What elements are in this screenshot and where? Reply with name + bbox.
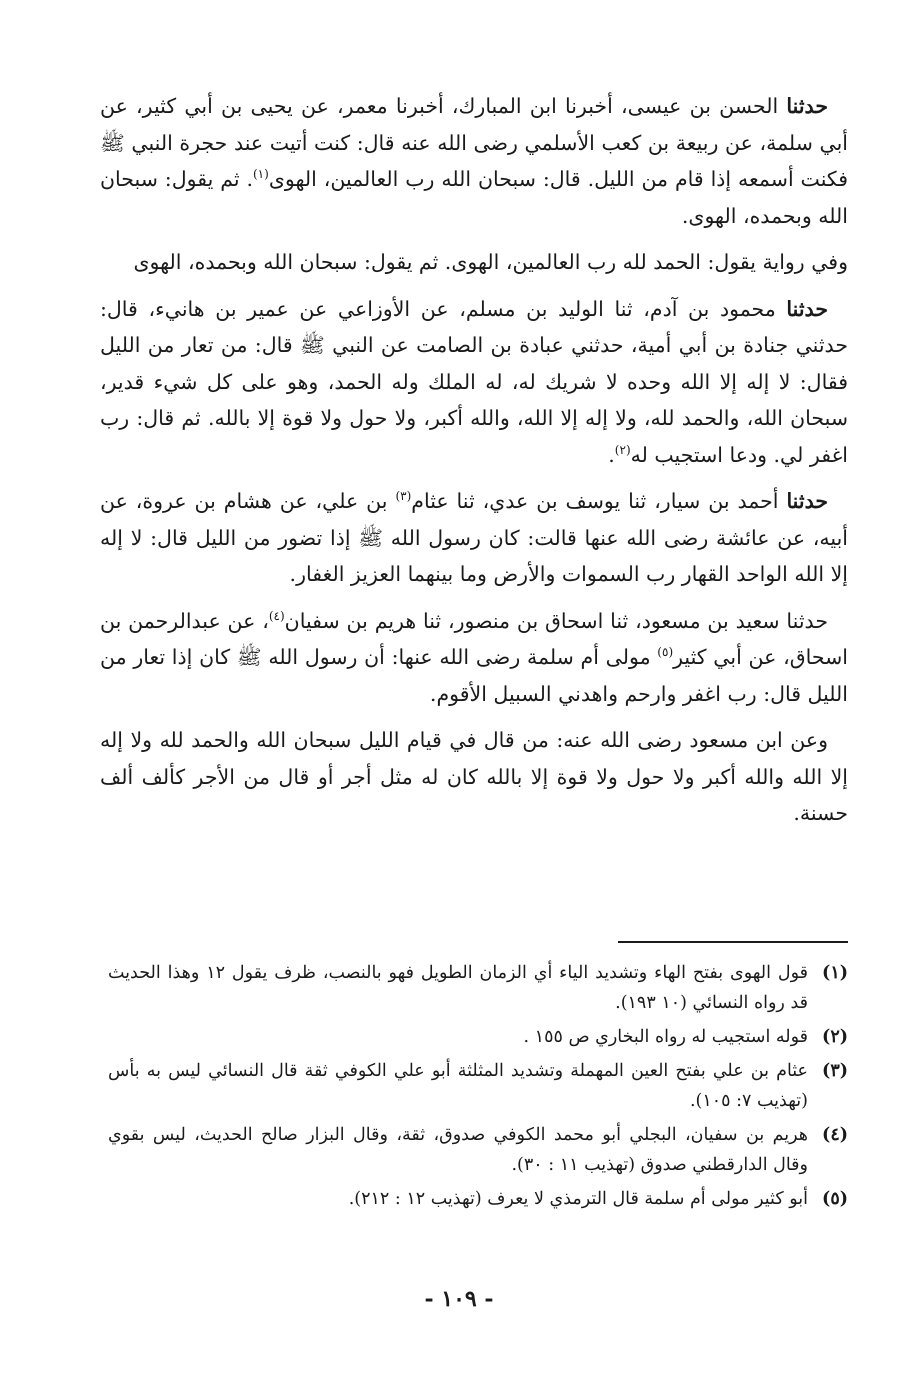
footnote-ref[interactable]: (٣): [395, 489, 412, 504]
footnote-ref[interactable]: (١): [252, 167, 269, 182]
paragraph-text: سعيد بن مسعود، ثنا اسحاق بن منصور، ثنا هريم بن سفيان: [284, 608, 787, 633]
footnote-number: (٢): [822, 1027, 848, 1047]
footnote-item: [108, 1120, 848, 1180]
paragraph-3: [100, 291, 848, 474]
footnote-text: عثام بن علي بفتح العين المهملة وتشديد المثلثة أبو علي الكوفي ثقة قال النسائي ليس به بأس (تهذيب ٧: ١٠٥).: [108, 1061, 808, 1111]
footnote-ref[interactable]: (٢): [614, 442, 631, 457]
footnote-number: (٥): [822, 1189, 848, 1209]
paragraph-text: وفي رواية يقول: الحمد لله رب العالمين، الهوى. ثم يقول: سبحان الله وبحمده، الهوى: [133, 250, 848, 274]
paragraph-2: [100, 244, 848, 281]
paragraph-text: محمود بن آدم، ثنا الوليد بن مسلم، عن الأوزاعي عن عمير بن هانيء، قال: حدثني جنادة بن أبي أمية، حدثني عبادة بن الصامت عن النبي ﷺ قال: من تعار من الليل فقال: لا إله إلا الله وحده لا شريك له، له الملك وله الحمد، وهو على كل شيء قدير، سبحان الله، والحمد لله، ولا إله إلا الله، والله أكبر، ولا حول ولا قوة إلا بالله. ثم قال: رب اغفر لي. ودعا استجيب له: [100, 296, 848, 467]
footnote-text: أبو كثير مولى أم سلمة قال الترمذي لا يعرف (تهذيب ١٢ : ٢١٢).: [348, 1189, 808, 1209]
footnote-item: [108, 1022, 848, 1052]
paragraph-tail: بن علي، عن هشام بن عروة، عن أبيه، عن عائشة رضى الله عنها قالت: كان رسول الله ﷺ إذا تضور من الليل قال: لا إله إلا الله الواحد القهار رب السموات والأرض وما بينهما العزيز الغفار.: [100, 489, 848, 586]
footnote-ref[interactable]: (٥): [657, 645, 674, 660]
paragraph-5: [100, 603, 848, 713]
main-text: [100, 88, 848, 842]
footnote-item: [108, 1056, 848, 1116]
paragraph-text: وعن ابن مسعود رضى الله عنه: من قال في قيام الليل سبحان الله والحمد لله ولا إله إلا الله والله أكبر ولا حول ولا قوة إلا بالله كان له مثل أجر أو قال من الأجر كألف ألف حسنة.: [100, 728, 848, 825]
footnote-ref[interactable]: (٤): [268, 608, 285, 623]
paragraph-lead: حدثنا: [786, 608, 828, 633]
paragraph-1: [100, 88, 848, 234]
page-number: - ١٠٩ -: [424, 1286, 494, 1312]
paragraph-4: [100, 483, 848, 593]
paragraph-tail: مولى أم سلمة رضى الله عنها: أن رسول الله ﷺ كان إذا تعار من الليل قال: رب اغفر وارحم واهدني السبيل الأقوم.: [100, 645, 848, 706]
paragraph-lead: حدثنا: [786, 489, 829, 513]
paragraph-text: الحسن بن عيسى، أخبرنا ابن المبارك، أخبرنا معمر، عن يحيى بن أبي كثير، عن أبي سلمة، عن ربيعة بن كعب الأسلمي رضى الله عنه قال: كنت أتيت عند حجرة النبي ﷺ فكنت أسمعه إذا قام من الليل. قال: سبحان الله رب العالمين، الهوى: [100, 94, 848, 191]
footnotes: [108, 958, 848, 1218]
footnote-number: (٤): [822, 1125, 848, 1145]
paragraph-tail: ، عن عبدالرحمن بن اسحاق، عن أبي كثير: [100, 608, 848, 669]
footnote-text: قوله استجيب له رواه البخاري ص ١٥٥ .: [523, 1027, 808, 1047]
footnote-item: [108, 958, 848, 1018]
footnote-item: [108, 1184, 848, 1214]
paragraph-text: أحمد بن سيار، ثنا يوسف بن عدي، ثنا عثام: [411, 489, 787, 513]
footnote-text: هريم بن سفيان، البجلي أبو محمد الكوفي صدوق، ثقة، وقال البزار صالح الحديث، ليس بقوي وقال الدارقطني صدوق (تهذيب ١١ : ٣٠).: [108, 1125, 808, 1175]
footnote-separator: [618, 941, 848, 943]
footnote-number: (١): [822, 963, 848, 983]
paragraph-6: [100, 722, 848, 832]
footnote-number: (٣): [822, 1061, 848, 1081]
paragraph-tail: .: [608, 442, 615, 467]
paragraph-lead: حدثنا: [786, 94, 828, 118]
paragraph-tail: . ثم يقول: سبحان الله وبحمده، الهوى.: [100, 167, 848, 228]
footnote-text: قول الهوى بفتح الهاء وتشديد الياء أي الزمان الطويل فهو بالنصب، ظرف يقول ١٢ وهذا الحديث قد رواه النسائي (١٠ ١٩٣).: [108, 963, 808, 1013]
paragraph-lead: حدثنا: [786, 296, 828, 321]
